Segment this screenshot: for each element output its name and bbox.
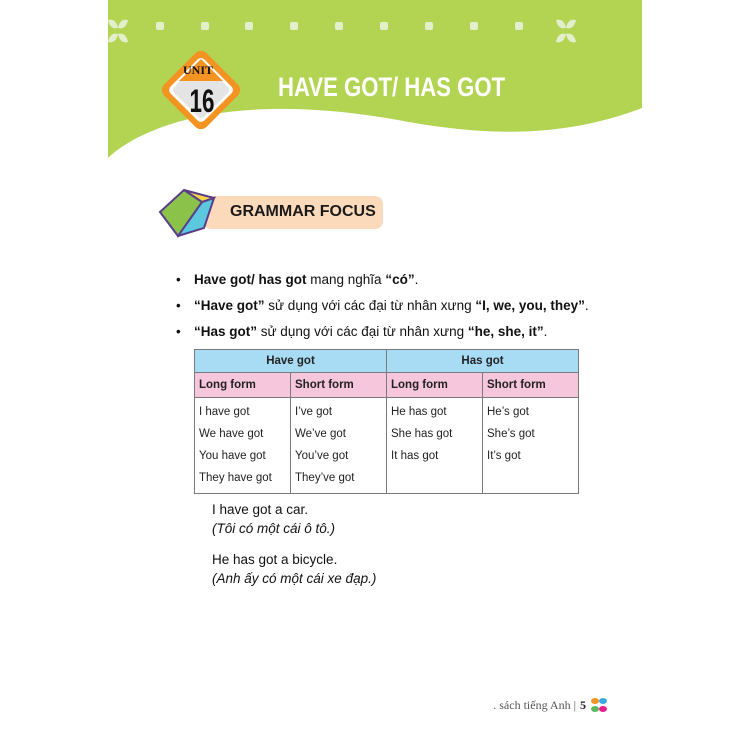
grammar-table bbox=[194, 349, 579, 494]
group-header: Have got bbox=[195, 350, 387, 373]
page-number: 5 bbox=[580, 698, 586, 712]
example-translation: (Tôi có một cái ô tô.) bbox=[212, 521, 336, 536]
example bbox=[212, 502, 335, 536]
column-header: Long form bbox=[195, 373, 291, 398]
flower-logo-icon bbox=[591, 697, 607, 713]
table-cell: I have got We have got You have got They have got bbox=[195, 398, 291, 494]
bullet-item: • “Has got” sử dụng với các đại từ nhân xưng “he, she, it”. bbox=[176, 324, 589, 350]
cube-icon bbox=[158, 188, 222, 238]
unit-label: UNIT bbox=[183, 63, 214, 77]
column-header: Long form bbox=[387, 373, 483, 398]
section-title: GRAMMAR FOCUS bbox=[230, 203, 376, 220]
column-header: Short form bbox=[483, 373, 579, 398]
footer bbox=[493, 698, 586, 713]
footer-text: . sách tiếng Anh | bbox=[493, 698, 576, 712]
example-english: I have got a car. bbox=[212, 502, 309, 517]
table-cell: I’ve got We’ve got You’ve got They’ve got bbox=[291, 398, 387, 494]
bullet-item: • Have got/ has got mang nghĩa “có”. bbox=[176, 272, 589, 298]
table-cell: He has got She has got It has got bbox=[387, 398, 483, 494]
example-english: He has got a bicycle. bbox=[212, 552, 338, 567]
example-translation: (Anh ấy có một cái xe đạp.) bbox=[212, 571, 377, 586]
bullet-list bbox=[176, 272, 589, 350]
bullet-item: • “Have got” sử dụng với các đại từ nhân xưng “I, we, you, they”. bbox=[176, 298, 589, 324]
unit-title: HAVE GOT/ HAS GOT bbox=[278, 72, 506, 102]
unit-number: 16 bbox=[189, 83, 215, 119]
example bbox=[212, 552, 376, 586]
table-cell: He’s got She’s got It’s got bbox=[483, 398, 579, 494]
column-header: Short form bbox=[291, 373, 387, 398]
group-header: Has got bbox=[387, 350, 579, 373]
